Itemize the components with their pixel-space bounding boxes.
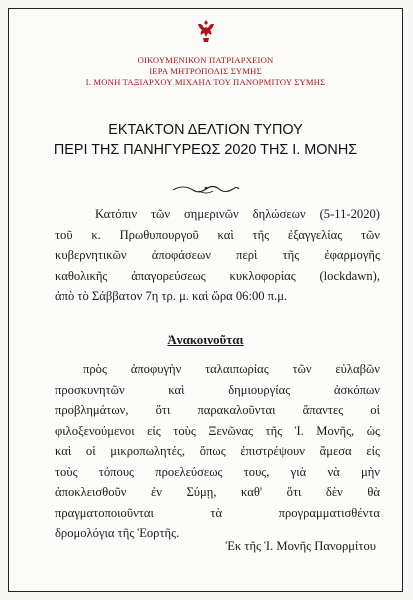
text-line: Κατόπιν τῶν σημερινῶν δηλώσεων (5-11-2020) <box>95 207 380 221</box>
text-line: καὶ οἱ μικροπωλητές, ὅπως ἐπιστρέψουν ἄμεσα εἰς <box>55 444 380 458</box>
text-line: κυβερνητικῶν ἀποφάσεων περὶ τῆς ἐφαρμογῆς <box>55 248 380 262</box>
header-patriarchate: ΟΙΚΟΥΜΕΝΙΚΟΝ ΠΑΤΡΙΑΡΧΕΙΟΝ <box>137 55 274 65</box>
document-title: ΕΚΤΑΚΤΟΝ ΔΕΛΤΙΟΝ ΤΥΠΟΥ <box>108 122 303 138</box>
press-release-page <box>8 8 403 592</box>
text-line: προβλημάτων, ὅτι παρακαλοῦνται ἅπαντες οἱ <box>55 403 380 417</box>
text-line: ἀπὸ τὸ Σάββατον 7η τρ. μ. καὶ ὥρα 06:00 π.μ. <box>55 289 288 303</box>
decorative-flourish-icon <box>171 182 241 196</box>
text-line: ἀποκλεισθοῦν ἐν Σύμῃ, καθ' ὅτι δὲν θὰ <box>55 485 380 499</box>
header-metropolis: ΙΕΡΑ ΜΗΤΡΟΠΟΛΙΣ ΣΥΜΗΣ <box>149 66 262 76</box>
intro-paragraph <box>55 204 380 307</box>
announcement-heading: Ἀνακοινοῦται <box>167 332 244 347</box>
text-line: φιλοξενούμενοι εἰς τοὺς Ξενῶνας τῆς Ἱ. Μονῆς, ὡς <box>55 423 380 438</box>
text-line: πρὸς ἀποφυγὴν ταλαιπωρίας τῶν εὐλαβῶν <box>83 362 380 376</box>
signature: Ἐκ τῆς Ἱ. Μονῆς Πανορμίτου <box>225 539 376 553</box>
text-line: τοὺς τόπους προελεύσεως τους, γιὰ νὰ μὴν <box>55 464 380 479</box>
double-headed-eagle-crest-icon <box>195 18 217 46</box>
announcement-paragraph <box>55 359 380 544</box>
text-line: προσκυνητῶν καὶ δημιουργίας ἀσκόπων <box>55 382 380 397</box>
text-line: δρομολόγια τῆς Ἑορτῆς. <box>55 526 180 540</box>
text-line: πραγματοποιοῦνται τὰ προγραμματισθέντα <box>55 505 380 520</box>
document-subtitle: ΠΕΡΙ ΤΗΣ ΠΑΝΗΓΥΡΕΩΣ 2020 ΤΗΣ Ι. ΜΟΝΗΣ <box>53 142 358 158</box>
header-monastery: Ι. ΜΟΝΗ ΤΑΞΙΑΡΧΟΥ ΜΙΧΑΗΛ ΤΟΥ ΠΑΝΟΡΜΙΤΟΥ ΣΥΜΗΣ <box>85 77 326 87</box>
text-line: καθολικῆς ἀπαγορεύσεως κυκλοφορίας (lockdawn), <box>55 268 380 283</box>
text-line: τοῦ κ. Πρωθυπουργοῦ καὶ τῆς ἐξαγγελίας τῶν <box>55 227 380 242</box>
